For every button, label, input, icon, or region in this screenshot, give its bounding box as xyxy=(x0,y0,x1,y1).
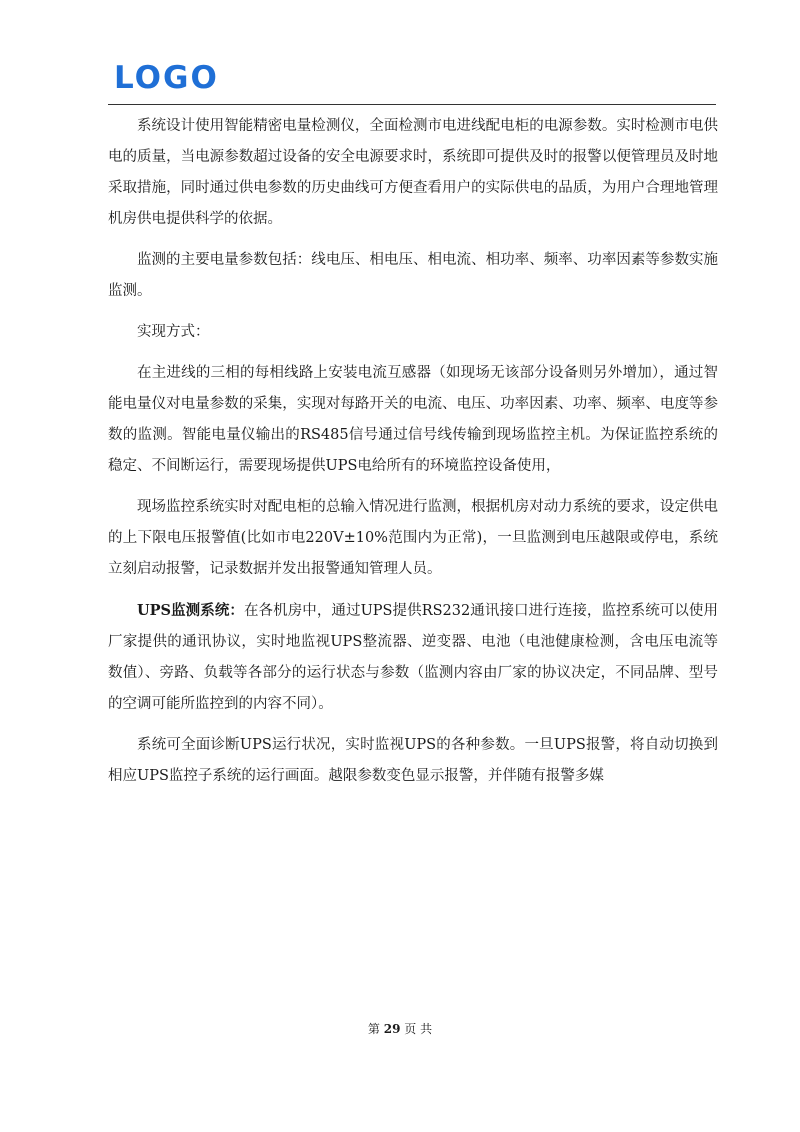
paragraph-implementation-heading: 实现方式： xyxy=(137,324,210,340)
company-logo: LOGO xyxy=(114,60,219,96)
ups-section-heading: UPS监测系统： xyxy=(137,602,244,619)
document-body xyxy=(108,111,718,802)
page-number: 29 xyxy=(383,1022,401,1036)
header-divider xyxy=(108,104,716,105)
paragraph-system-design: 系统设计使用智能精密电量检测仪，全面检测市电进线配电柜的电源参数。实时检测市电供电的质量，当电源参数超过设备的安全电源要求时，系统即可提供及时的报警以便管理员及时地采取措施，同时通过供电参数的历史曲线可方便查看用户的实际供电的品质，为用户合理地管理机房供电提供科学的依据。 xyxy=(108,118,718,227)
paragraph-current-transformer: 在主进线的三相的每相线路上安装电流互感器（如现场无该部分设备则另外增加），通过智能电量仪对电量参数的采集，实现对每路开关的电流、电压、功率因素、功率、频率、电度等参数的监测。智能电量仪输出的RS485信号通过信号线传输到现场监控主机。为保证监控系统的稳定、不间断运行，需要现场提供UPS电给所有的环境监控设备使用， xyxy=(108,365,718,474)
footer-page-word: 页 xyxy=(404,1022,417,1036)
footer-suffix: 共 xyxy=(420,1022,433,1036)
ups-section-text: 在各机房中，通过UPS提供RS232通讯接口进行连接，监控系统可以使用厂家提供的通讯协议，实时地监视UPS整流器、逆变器、电池（电池健康检测，含电压电流等数值）、旁路、负载等各部分的运行状态与参数（监测内容由厂家的协议决定，不同品牌、型号的空调可能所监控到的内容不同）。 xyxy=(108,603,718,712)
paragraph-voltage-alarm: 现场监控系统实时对配电柜的总输入情况进行监测，根据机房对动力系统的要求，设定供电的上下限电压报警值(比如市电220V±10%范围内为正常)，一旦监测到电压越限或停电，系统立刻启动报警，记录数据并发出报警通知管理人员。 xyxy=(108,499,718,577)
paragraph-ups-monitoring xyxy=(108,595,718,720)
page-footer xyxy=(0,1021,800,1037)
footer-prefix: 第 xyxy=(367,1022,380,1036)
paragraph-monitored-parameters: 监测的主要电量参数包括：线电压、相电压、相电流、相功率、频率、功率因素等参数实施监测。 xyxy=(108,252,718,299)
paragraph-ups-diagnosis: 系统可全面诊断UPS运行状况，实时监视UPS的各种参数。一旦UPS报警，将自动切换到相应UPS监控子系统的运行画面。越限参数变色显示报警，并伴随有报警多媒 xyxy=(108,737,718,784)
